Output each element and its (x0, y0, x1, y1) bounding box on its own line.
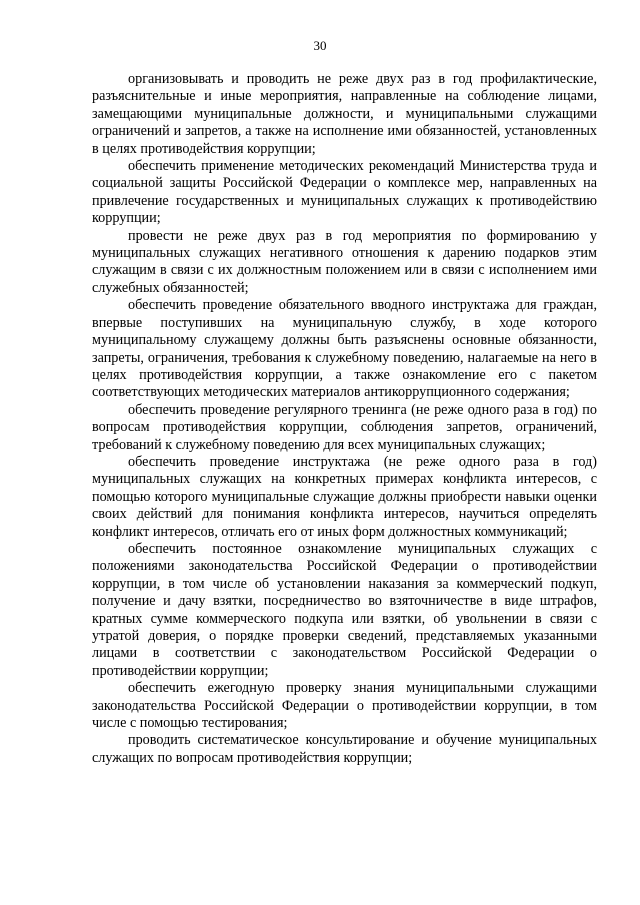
page-number: 30 (313, 38, 327, 53)
paragraph-consulting-training: проводить систематическое консультирование и обучение муниципальных служащих по вопросам противодействия коррупции; (92, 732, 597, 766)
paragraph-introductory-briefing: обеспечить проведение обязательного вводного инструктажа для граждан, впервые поступивших на муниципальную службу, в ходе которого муниципальному служащему должны быть разъяснены основные обязанности, запреты, ограничения, требования к служебному поведению, налагаемые на него в целях противодействия коррупции, а также ознакомление его с пакетом соответствующих методических материалов антикоррупционного содержания; (92, 297, 597, 401)
paragraph-conflict-of-interest-briefing: обеспечить проведение инструктажа (не реже одного раза в год) муниципальных служащих на конкретных примерах конфликта интересов, с помощью которого муниципальные служащие должны приобрести навыки оценки своих действий для понимания конфликта интересов, научиться определять конфликт интересов, отличать его от иных форм должностных коммуникаций; (92, 453, 597, 540)
body-text (92, 71, 597, 767)
paragraph-regular-training: обеспечить проведение регулярного тренинга (не реже одного раза в год) по вопросам противодействия коррупции, соблюдения запретов, ограничений, требований к служебному поведению для всех муниципальных служащих; (92, 401, 597, 453)
paragraph-gifts-attitude: провести не реже двух раз в год мероприятия по формированию у муниципальных служащих негативного отношения к дарению подарков этим служащим в связи с их должностным положением или в связи с исполнением ими служебных обязанностей; (92, 227, 597, 296)
paragraph-annual-knowledge-check: обеспечить ежегодную проверку знания муниципальными служащими законодательства Российской Федерации о противодействии коррупции, в том числе с помощью тестирования; (92, 680, 597, 732)
paragraph-methodical-recommendations: обеспечить применение методических рекомендаций Министерства труда и социальной защиты Российской Федерации о комплексе мер, направленных на привлечение государственных и муниципальных служащих к противодействию коррупции; (92, 158, 597, 227)
paragraph-legislation-familiarization: обеспечить постоянное ознакомление муниципальных служащих с положениями законодательства Российской Федерации о противодействии коррупции, в том числе об установлении наказания за коммерческий подкуп, получение и дачу взятки, посредничество во взяточничестве в виде штрафов, кратных сумме коммерческого подкупа или взятки, об увольнении в связи с утратой доверия, о порядке проверки сведений, представляемых указанными лицами в соответствии с законодательством Российской Федерации о противодействии коррупции; (92, 540, 597, 679)
paragraph-preventive-events: организовывать и проводить не реже двух раз в год профилактические, разъяснительные и иные мероприятия, направленные на соблюдение лицами, замещающими муниципальные должности, и муниципальными служащими ограничений и запретов, а также на исполнение ими обязанностей, установленных в целях противодействия коррупции; (92, 71, 597, 157)
